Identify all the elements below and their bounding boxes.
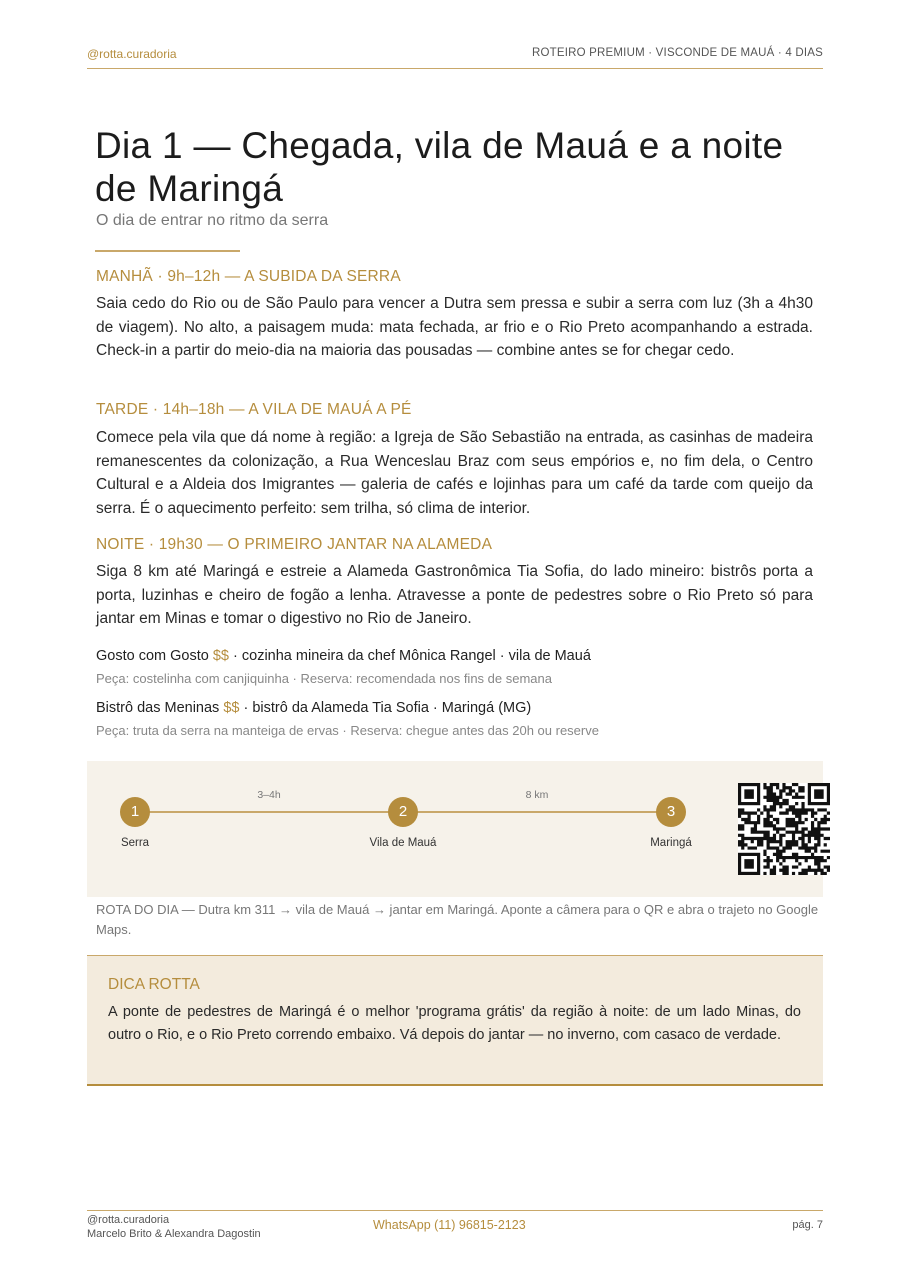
route-stop-1-label: Serra bbox=[120, 837, 150, 849]
night-label: NOITE · 19h30 — O PRIMEIRO JANTAR NA ALAMEDA bbox=[96, 536, 493, 553]
morning-label: MANHÃ · 9h–12h — A SUBIDA DA SERRA bbox=[96, 268, 401, 285]
restaurant-2-note: Peça: truta da serra na manteiga de ervas · Reserva: chegue antes das 20h ou reserve bbox=[96, 723, 599, 738]
qr-code-icon[interactable] bbox=[738, 783, 830, 875]
title-rule bbox=[95, 250, 240, 252]
route-stop-2: 2 bbox=[388, 797, 418, 827]
route-map bbox=[87, 761, 823, 897]
page-header bbox=[87, 46, 823, 69]
qr-code-graphic bbox=[738, 783, 830, 875]
restaurant-1-desc: · cozinha mineira da chef Mônica Rangel · vila de Mauá bbox=[229, 648, 591, 664]
afternoon-label: TARDE · 14h–18h — A VILA DE MAUÁ A PÉ bbox=[96, 401, 412, 418]
restaurant-1-note: Peça: costelinha com canjiquinha · Reserva: recomendada nos fins de semana bbox=[96, 671, 552, 686]
footer-brand: @rotta.curadoria bbox=[87, 1214, 170, 1226]
footer-authors: Marcelo Brito & Alexandra Dagostin bbox=[87, 1228, 261, 1240]
route-stop-3-label: Maringá bbox=[650, 837, 692, 849]
morning-text: Saia cedo do Rio ou de São Paulo para vencer a Dutra sem pressa e subir a serra com luz (3h a 4h30 de viagem). No alto, a paisagem muda: mata fechada, ar frio e o Rio Preto acompanhando a estrada. Check-in a partir do meio-dia na maioria das pousadas — combine antes se for chegar cedo. bbox=[96, 295, 813, 359]
night-text: Siga 8 km até Maringá e estreie a Alameda Gastronômica Tia Sofia, do lado mineiro: bistrôs porta a porta, luzinhas e cheiro de fogão a lenha. Atravesse a ponte de pedestres sobre o Rio Preto só para jantar em Minas e tomar o digestivo no Rio de Janeiro. bbox=[96, 563, 813, 627]
afternoon-text: Comece pela vila que dá nome à região: a Igreja de São Sebastião na entrada, as casinhas de madeira remanescentes da colonização, a Rua Wenceslau Braz com seus empórios e, no fim dela, o Centro Cultural e a Aldeia dos Imigrantes — galeria de cafés e lojinhas para um café da tarde com queijo da serra. É o aquecimento perfeito: sem trilha, só clima de interior. bbox=[96, 429, 813, 517]
footer-page-number: pág. 7 bbox=[792, 1219, 823, 1231]
route-caption: ROTA DO DIA — Dutra km 311 → vila de Mauá → jantar em Maringá. Aponte a câmera para o QR e abra o trajeto no Google Maps. bbox=[96, 902, 819, 937]
page-footer bbox=[87, 1210, 823, 1240]
tip-title: DICA ROTTA bbox=[108, 976, 200, 993]
restaurant-1-name: Gosto com Gosto bbox=[96, 648, 209, 664]
restaurant-1 bbox=[96, 648, 591, 664]
header-meta: ROTEIRO PREMIUM · VISCONDE DE MAUÁ · 4 DIAS bbox=[531, 47, 823, 59]
route-stop-3: 3 bbox=[656, 797, 686, 827]
footer-whatsapp[interactable]: WhatsApp (11) 96815-2123 bbox=[373, 1218, 526, 1232]
header-brand: @rotta.curadoria bbox=[87, 47, 177, 61]
restaurant-2 bbox=[96, 700, 531, 716]
distance-label-2: 8 km bbox=[525, 789, 549, 801]
restaurant-1-price: $$ bbox=[212, 648, 229, 664]
day-title: Dia 1 — Chegada, vila de Mauá e a noite de Maringá bbox=[95, 125, 784, 209]
tip-text: A ponte de pedestres de Maringá é o melhor 'programa grátis' da região à noite: de um lado Minas, do outro o Rio, e o Rio Preto correndo embaixo. Vá depois do jantar — no inverno, com casaco de verdade. bbox=[108, 1004, 801, 1043]
tip-box bbox=[87, 955, 823, 1086]
day-subtitle: O dia de entrar no ritmo da serra bbox=[96, 212, 329, 229]
route-stop-1: 1 bbox=[120, 797, 150, 827]
distance-label-1: 3–4h bbox=[257, 789, 281, 801]
restaurant-2-desc: · bistrô da Alameda Tia Sofia · Maringá (MG) bbox=[239, 700, 532, 716]
restaurant-2-price: $$ bbox=[223, 700, 240, 716]
route-stop-2-label: Vila de Mauá bbox=[369, 837, 437, 849]
restaurant-2-name: Bistrô das Meninas bbox=[96, 700, 220, 716]
